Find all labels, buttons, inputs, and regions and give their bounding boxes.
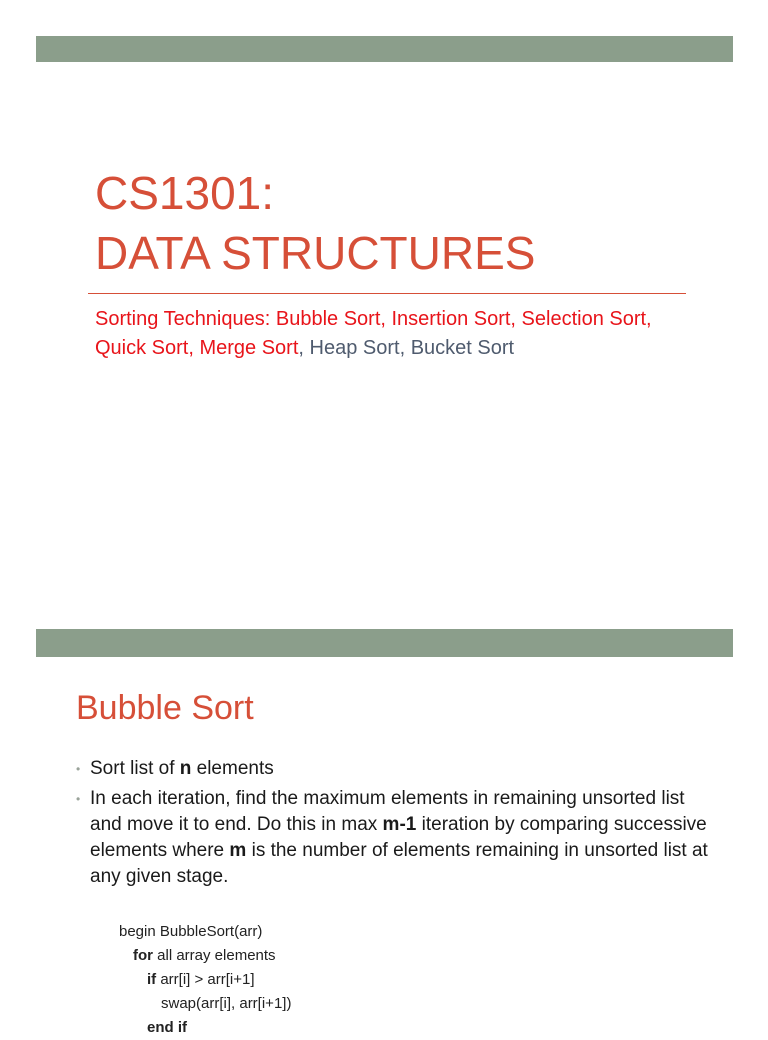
bullet-text <box>90 756 716 782</box>
code-text: all array elements <box>153 947 276 964</box>
code-text: arr[i] > arr[i+1] <box>156 971 255 988</box>
bullet-text-part: elements <box>191 758 274 779</box>
section-title: Bubble Sort <box>76 689 254 727</box>
bullet-bold-term: m <box>229 840 247 861</box>
bullet-text-part: Sort list of <box>90 758 180 779</box>
bullet-text-part: is the number of elements remaining in unsorted list at any given stage. <box>90 840 708 887</box>
bullet-text <box>90 786 716 890</box>
subtitle-separator: , <box>298 337 310 359</box>
slide-top-band <box>36 36 733 62</box>
code-line <box>133 944 276 968</box>
bullet-item <box>76 756 716 782</box>
code-keyword: if <box>147 971 157 988</box>
code-line <box>147 1016 187 1040</box>
bullet-dot-icon: • <box>76 762 81 776</box>
code-keyword: end if <box>147 1019 187 1036</box>
bullet-bold-term: m-1 <box>382 814 417 835</box>
subtitle-gray-text: Heap Sort, Bucket Sort <box>309 337 515 359</box>
slide-title-line-2: DATA STRUCTURES <box>95 227 536 279</box>
slide-subtitle <box>95 305 655 363</box>
bullet-dot-icon: • <box>76 792 81 806</box>
code-line <box>147 968 255 992</box>
bullet-text-part: iteration by comparing successive elements where <box>90 814 707 861</box>
subtitle-red-text: Sorting Techniques: Bubble Sort, Insertion Sort, Selection Sort, Quick Sort, Merge Sort <box>95 308 652 359</box>
bullet-bold-term: n <box>179 758 192 779</box>
code-line: begin BubbleSort(arr) <box>119 923 263 940</box>
slide-title-line-1: CS1301: <box>95 167 275 219</box>
title-divider <box>88 293 686 294</box>
bullet-text-part: In each iteration, find the maximum elements in remaining unsorted list and move it to end. Do this in max <box>90 788 685 835</box>
code-line: swap(arr[i], arr[i+1]) <box>161 995 292 1012</box>
code-keyword: for <box>133 947 153 964</box>
slide-2-top-band <box>36 629 733 657</box>
bullet-item <box>76 786 716 890</box>
